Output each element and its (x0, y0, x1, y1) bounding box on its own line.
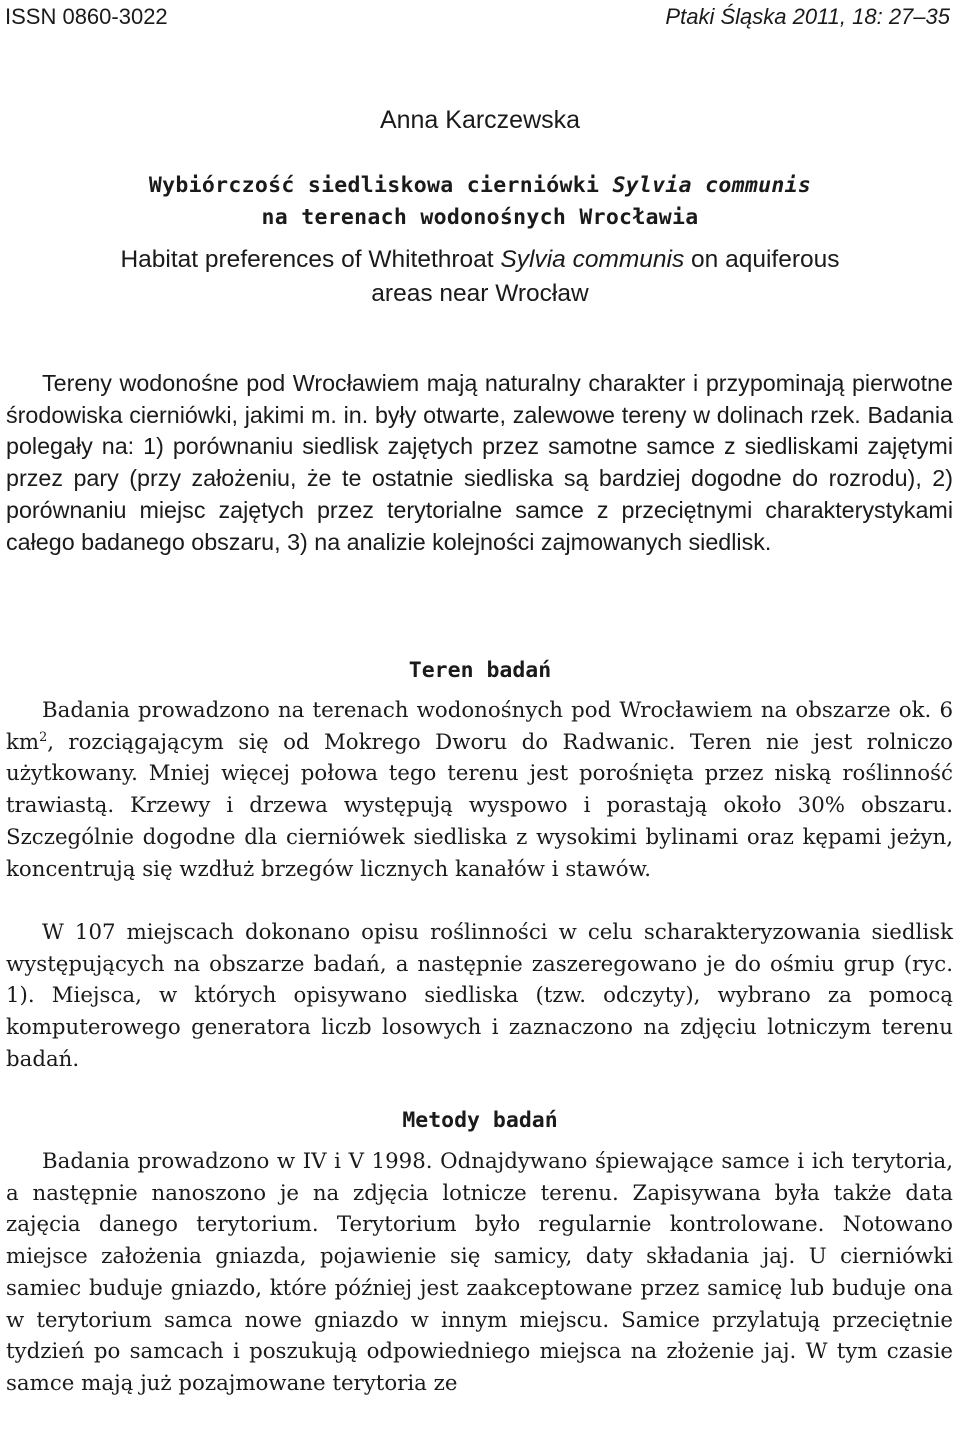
title-en-line-1 (0, 243, 960, 277)
title-pl-line-1 (0, 170, 960, 202)
abstract-paragraph: Tereny wodonośne pod Wrocławiem mają naturalny charakter i przypominają pierwotne środowiska cierniówki, jakimi m. in. były otwarte, zalewowe tereny w dolinach rzek. Badania polegały na: 1) porównaniu siedlisk zajętych przez samotne samce z siedliskami zajętymi przez pary (przy założeniu, że te ostatnie siedliska są bardziej dogodne do rozrodu), 2) porównaniu miejsc zajętych przez terytorialne samce z przeciętnymi charakterystykami całego badanego obszaru, 3) na analizie kolejności zajmowanych siedlisk. (6, 370, 953, 555)
article-title-english (0, 243, 960, 311)
section-heading-methods: Metody badań (402, 1108, 558, 1133)
author-name: Anna Karczewska (379, 106, 581, 134)
study-area-paragraph-2: W 107 miejscach dokonano opisu roślinności w celu scharakteryzowania siedlisk występujących na obszarze badań, a następnie zaszeregowano je do ośmiu grup (ryc. 1). Miejsca, w których opisywano siedliska (tzw. odczyty), wybrano za pomocą komputerowego generatora liczb losowych i zaznaczono na zdjęciu lotniczym terenu badań. (6, 920, 953, 1072)
study-area-paragraph-1 (6, 695, 953, 885)
title-pl-species-name: Sylvia communis (612, 173, 812, 198)
title-en-line-1-post: on aquiferous (684, 246, 840, 273)
page-header (5, 2, 950, 32)
study-area-p1-text: Badania prowadzono na terenach wodonośnych pod Wrocławiem na obszarze ok. 6 km (6, 698, 953, 755)
section-heading-study-area: Teren badań (408, 658, 552, 683)
title-pl-line-2: na terenach wodonośnych Wrocławia (261, 205, 699, 230)
title-en-line-1-pre: Habitat preferences of Whitethroat (120, 246, 501, 273)
methods-paragraph-1: Badania prowadzono w IV i V 1998. Odnajdywano śpiewające samce i ich terytoria, a następnie nanoszono je na zdjęcia lotnicze terenu. Zapisywana była także data zajęcia danego terytorium. Terytorium było regularnie kontrolowane. Notowano miejsce założenia gniazda, pojawienie się samicy, daty składania jaj. U cierniówki samiec buduje gniazdo, które później jest zaakceptowane przez samicę lub buduje ona w terytorium samca nowe gniazdo w innym miejscu. Samice przylatują przeciętnie tydzień po samcach i poszukują odpowiedniego miejsca na złożenie jaj. W tym czasie samce mają już pozajmowane terytoria ze (6, 1149, 953, 1396)
journal-citation: Ptaki Śląska 2011, 18: 27–35 (665, 4, 950, 29)
superscript-2: 2 (39, 729, 48, 745)
title-en-species-name: Sylvia communis (500, 246, 685, 273)
issn-number: ISSN 0860-3022 (5, 4, 168, 29)
article-title-polish (0, 170, 960, 234)
study-area-p1-text-cont: , rozciągającym się od Mokrego Dworu do Radwanic. Teren nie jest rolniczo użytkowany. Mniej więcej połowa tego terenu jest porośnięta przez niską roślinność trawiastą. Krzewy i drzewa występują wyspowo i porastają około 30% obszaru. Szczególnie dogodne dla cierniówek siedliska z wysokimi bylinami oraz kępami jeżyn, koncentrują się wzdłuż brzegów licznych kanałów i stawów. (6, 729, 953, 882)
title-pl-line-1-text: Wybiórczość siedliskowa cierniówki (148, 173, 613, 198)
title-en-line-2: areas near Wrocław (371, 280, 589, 307)
